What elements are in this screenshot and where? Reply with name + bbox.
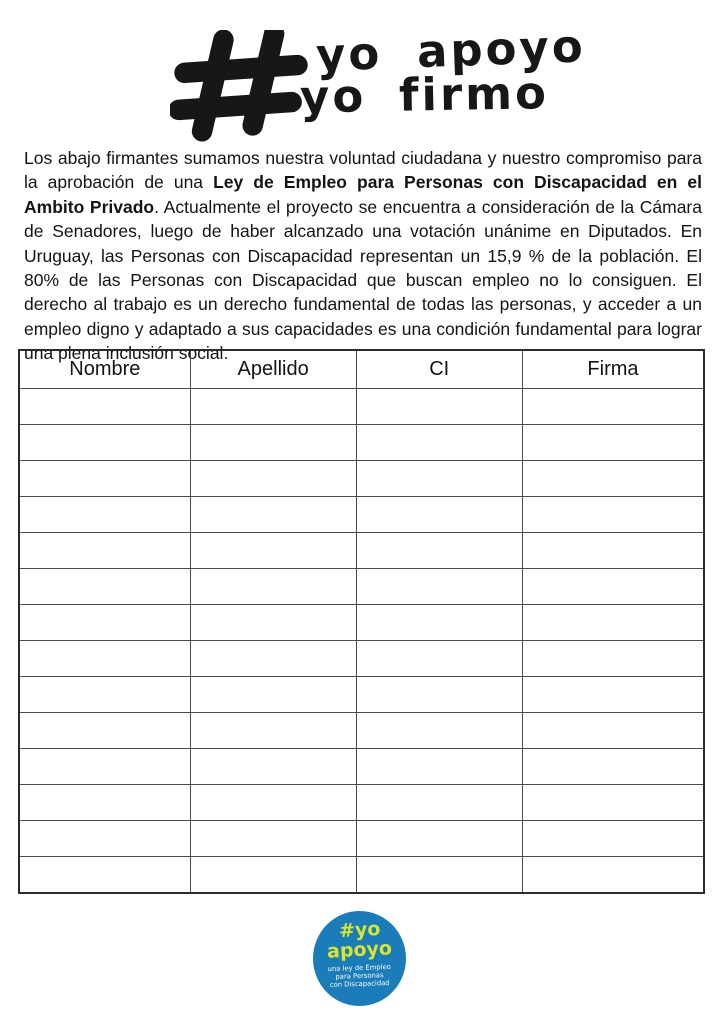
intro-text-bold: Ley de Empleo para Personas con Discapacidad en el Ambito Privado [24,172,702,217]
signature-row [19,425,704,461]
cell-apellido [190,533,356,569]
cell-nombre [19,821,190,857]
campaign-badge [313,911,406,1006]
cell-apellido [190,821,356,857]
signature-row [19,641,704,677]
cell-nombre [19,785,190,821]
badge-apoyo: apoyo [326,937,393,963]
cell-apellido [190,749,356,785]
cell-apellido [190,641,356,677]
cell-nombre [19,713,190,749]
cell-firma [522,425,704,461]
badge-subtitle-line: para Personas [335,971,384,982]
column-header-firma: Firma [522,350,704,389]
cell-nombre [19,497,190,533]
cell-apellido [190,569,356,605]
cell-firma [522,605,704,641]
cell-ci [356,605,522,641]
cell-nombre [19,461,190,497]
signature-row [19,713,704,749]
cell-apellido [190,677,356,713]
cell-nombre [19,605,190,641]
cell-firma [522,389,704,425]
cell-ci [356,425,522,461]
signature-table [18,349,705,894]
cell-firma [522,821,704,857]
cell-ci [356,497,522,533]
cell-nombre [19,749,190,785]
cell-firma [522,677,704,713]
signature-row [19,461,704,497]
cell-ci [356,641,522,677]
cell-apellido [190,425,356,461]
signature-row [19,389,704,425]
badge-hashtag-yo: #yo [338,917,381,943]
signature-row [19,749,704,785]
cell-nombre [19,389,190,425]
cell-firma [522,857,704,894]
cell-apellido [190,713,356,749]
hashtag-icon [170,30,312,142]
intro-paragraph [24,146,702,366]
badge-subtitle-line: con Discapacidad [329,979,390,990]
cell-firma [522,713,704,749]
badge-subtitle-line: una ley de Empleo [327,962,391,974]
cell-apellido [190,389,356,425]
cell-apellido [190,497,356,533]
intro-text-end: . Actualmente el proyecto se encuentra a consideración de la Cámara de Senadores, luego de haber alcanzado una votación unánime en Diputados. En Uruguay, las Personas con Discapacidad representan un 15,9 % de la población. El 80% de las Personas con Discapacidad que buscan empleo no lo consiguen. El derecho al trabajo es un derecho fundamental de todas las personas, y acceder a un empleo digno y adaptado a sus capacidades es una condición fundamental para lograr una plena inclusión social. [24,196,702,364]
signature-row [19,569,704,605]
cell-ci [356,713,522,749]
signature-row [19,605,704,641]
cell-apellido [190,605,356,641]
cell-nombre [19,569,190,605]
cell-firma [522,749,704,785]
table-header-row [19,350,704,389]
cell-firma [522,785,704,821]
signature-row [19,677,704,713]
signature-row [19,857,704,894]
cell-ci [356,749,522,785]
cell-apellido [190,785,356,821]
cell-firma [522,461,704,497]
logo-line-yo-apoyo: yo apoyo [315,19,587,82]
cell-ci [356,569,522,605]
cell-nombre [19,677,190,713]
cell-nombre [19,533,190,569]
cell-firma [522,641,704,677]
cell-ci [356,821,522,857]
cell-ci [356,677,522,713]
campaign-logo [170,19,590,144]
campaign-logo-text [299,19,587,124]
signature-row [19,821,704,857]
cell-nombre [19,425,190,461]
signature-row [19,497,704,533]
signature-row [19,785,704,821]
intro-text-start: Los abajo firmantes sumamos nuestra voluntad ciudadana y nuestro compromiso para la aprobación de una [24,148,702,193]
cell-nombre [19,641,190,677]
cell-ci [356,785,522,821]
cell-firma [522,569,704,605]
cell-nombre [19,857,190,894]
cell-ci [356,461,522,497]
cell-ci [356,389,522,425]
cell-apellido [190,857,356,894]
cell-ci [356,533,522,569]
cell-firma [522,497,704,533]
cell-firma [522,533,704,569]
signature-row [19,533,704,569]
column-header-ci: CI [356,350,522,389]
cell-apellido [190,461,356,497]
badge-subtitle [313,962,407,990]
column-header-nombre: Nombre [19,350,190,389]
cell-ci [356,857,522,894]
logo-line-yo-firmo: yo firmo [299,66,550,124]
column-header-apellido: Apellido [190,350,356,389]
